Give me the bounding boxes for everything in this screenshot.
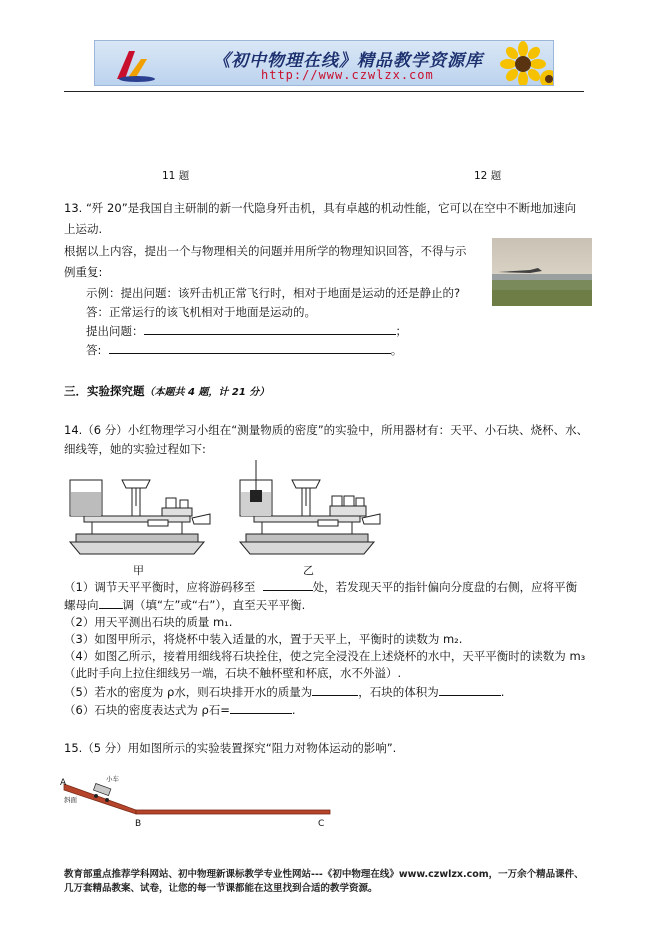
footer-line2: 几万套精品教案、试卷，让您的每一节课都能在这里找到合适的教学资源。 xyxy=(64,883,378,894)
q13-answer-row xyxy=(86,342,402,359)
slope-apparatus-figure xyxy=(60,772,340,832)
label-yi: 乙 xyxy=(303,564,314,577)
q14-step1-c: 螺母向 xyxy=(64,598,99,612)
q14-step6-b: . xyxy=(291,703,296,717)
q13-answer-label: 答: xyxy=(86,343,102,357)
site-logo xyxy=(113,45,157,83)
q13-ask-label: 提出问题： xyxy=(86,324,144,338)
q14-line1: 14.（6 分）小红物理学习小组在“测量物质的密度”的实验中，所用器材有：天平、小石块、烧杯、水、 xyxy=(64,423,589,437)
q14-step1-a: （1）调节天平平衡时，应将游码移至 xyxy=(64,580,256,594)
section-3-title: 三．实验探究题 xyxy=(64,384,145,398)
sunflower-icon xyxy=(493,41,554,86)
q14-step5-c: . xyxy=(500,685,505,699)
q14-step1-d: 调（填“左”或“右”），直至天平平衡. xyxy=(122,598,306,612)
q13-ask-row xyxy=(86,323,407,340)
q13-ask-end: ； xyxy=(395,324,407,338)
label-point-b: B xyxy=(135,819,142,829)
balance-figure-jia xyxy=(62,462,212,562)
q14-step6-row xyxy=(64,702,296,719)
banner-url: http://www.czwlzx.com xyxy=(261,68,434,82)
q13-line1: 13. “歼 20”是我国自主研制的新一代隐身歼击机，具有卓越的机动性能，它可以在空中不断地加速向 xyxy=(64,201,577,215)
q14-step5-b: ，石块的体积为 xyxy=(358,685,439,699)
q14-step5-blank2[interactable] xyxy=(439,684,501,696)
q14-step6-a: （6）石块的密度表达式为 ρ石= xyxy=(64,703,230,717)
q14-step5-blank1[interactable] xyxy=(312,684,358,696)
figure-12-caption: 12 题 xyxy=(474,170,502,182)
q14-step2: （2）用天平测出石块的质量 m₁. xyxy=(64,615,233,629)
q13-line4: 例重复: xyxy=(64,265,103,279)
q13-answer-end: 。 xyxy=(390,343,403,357)
q14-step1-b: 处，若发现天平的指针偏向分度盘的右侧，应将平衡 xyxy=(312,580,578,594)
q13-example-question: 示例：提出问题：该歼击机正常飞行时，相对于地面是运动的还是静止的? xyxy=(86,286,461,300)
q13-line2: 上运动. xyxy=(64,222,103,236)
q13-ask-blank[interactable] xyxy=(144,323,396,335)
header-banner xyxy=(94,40,554,86)
q14-step6-blank[interactable] xyxy=(230,702,292,714)
label-point-c: C xyxy=(318,819,325,829)
q13-example-answer: 答：正常运行的该飞机相对于地面是运动的。 xyxy=(86,305,316,319)
q14-step5-a: （5）若水的密度为 ρ水，则石块排开水的质量为 xyxy=(64,685,313,699)
section-3-note: （本题共 4 题，计 21 分） xyxy=(144,387,270,398)
q14-line2: 细线等，她的实验过程如下: xyxy=(64,442,206,456)
q14-step4-b: （此时手向上拉住细线另一端，石块不触杯壁和杯底，水不外溢）. xyxy=(64,666,402,680)
q14-step1-blank1[interactable] xyxy=(263,579,313,591)
label-slope: 斜面 xyxy=(64,796,77,804)
label-point-a: A xyxy=(60,778,67,788)
q14-step3: （3）如图甲所示，将烧杯中装入适量的水，置于天平上，平衡时的读数为 m₂. xyxy=(64,632,463,646)
q14-step5-row xyxy=(64,684,504,701)
q14-step1-row2 xyxy=(64,597,305,614)
section-3-heading xyxy=(64,383,269,401)
jet-landscape-photo xyxy=(492,238,592,306)
page-footer xyxy=(64,868,624,896)
q13-line3: 根据以上内容，提出一个与物理相关的问题并用所学的物理知识回答，不得与示 xyxy=(64,244,467,258)
label-jia: 甲 xyxy=(133,564,144,577)
footer-line1: 教育部重点推荐学科网站、初中物理新课标教学专业性网站---《初中物理在线》www.czwlzx.com，一万余个精品课件、 xyxy=(64,869,584,880)
q15-line1: 15.（5 分）用如图所示的实验装置探究“阻力对物体运动的影响”. xyxy=(64,741,397,755)
q14-step4-a: （4）如图乙所示，接着用细线将石块拴住，使之完全浸没在上述烧杯的水中，天平平衡时的读数为 m₃ xyxy=(64,649,586,663)
label-cart: 小车 xyxy=(106,775,119,783)
q14-step1-blank2[interactable] xyxy=(99,597,123,609)
header-rule xyxy=(64,91,584,92)
banner-title: 《初中物理在线》精品教学资源库 xyxy=(213,51,483,71)
q14-step1-row xyxy=(64,579,577,596)
figure-11-caption: 11 题 xyxy=(162,170,190,182)
q13-answer-blank[interactable] xyxy=(109,342,391,354)
balance-figure-yi xyxy=(232,458,382,562)
